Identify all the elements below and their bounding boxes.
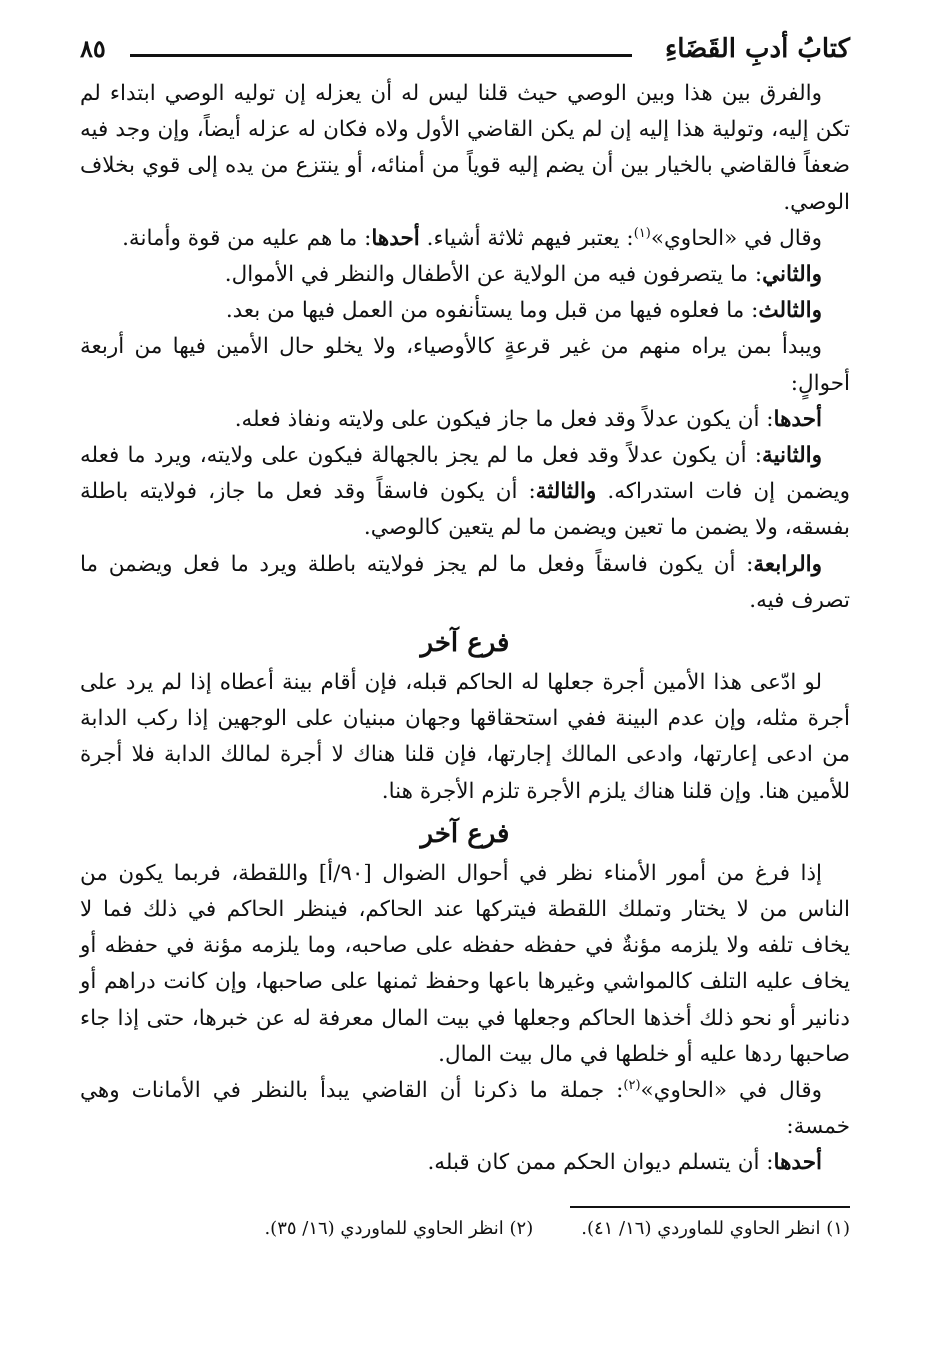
running-title: كتابُ أدبِ القَضَاءِ: [665, 34, 850, 64]
paragraph-text: والفرق بين هذا وبين الوصي حيث قلنا ليس له أن يعزله إن توليه الوصي ابتداء لم تكن إليه، وتولية هذا إليه إن لم يكن القاضي الأول ولاه فكان له عزله أيضاً، وإن وجد فيه ضعفاً فالقاضي بالخيار بين أن يضم إليه قوياً من أمنائه، أو ينتزع من يده إلى قوي بخلاف الوصي.: [80, 81, 850, 215]
paragraph-text: : أن يكون عدلاً وقد فعل ما جاز فيكون على ولايته ونفاذ فعله.: [234, 406, 774, 432]
lead-word: والثالث: [758, 298, 822, 324]
paragraph: [80, 665, 850, 810]
lead-word: والثالثة: [535, 479, 597, 505]
lead-word: أحدها: [773, 406, 822, 432]
footnote-ref: (٢): [623, 1077, 641, 1093]
paragraph-text: : ما هم عليه من قوة وأمانة.: [122, 225, 372, 251]
paragraph: [80, 221, 850, 257]
paragraph: [80, 1073, 850, 1145]
paragraph: [80, 402, 850, 438]
paragraph: [80, 76, 850, 221]
paragraph-text: : أن يتسلم ديوان الحكم ممن كان قبله.: [427, 1150, 774, 1176]
paragraph-text: : ما فعلوه فيها من قبل وما يستأنفوه من العمل فيها من بعد.: [225, 298, 759, 324]
page-number: ٨٥: [80, 34, 106, 63]
paragraph-text: لو ادّعى هذا الأمين أجرة جعلها له الحاكم قبله، فإن أقام بينة أعطاه إذا لم يرد على أجرة مثله، وإن عدم البينة ففي استحقاقها وجهان مبنيان على الوجهين إذا ركب الدابة من ادعى إعارتها، وادعى المالك إجارتها، فإن قلنا هناك لا أجرة لمالك الدابة فلا أجرة للأمين هنا. وإن قلنا هناك يلزم الأجرة تلزم الأجرة هنا.: [80, 670, 850, 804]
paragraph-text: : يعتبر فيهم ثلاثة أشياء.: [426, 225, 634, 251]
paragraph-text: ويبدأ بمن يراه منهم من غير قرعةٍ كالأوصياء، ولا يخلو حال الأمين فيها من أربعة أحوالٍ:: [80, 334, 850, 396]
paragraph: [80, 329, 850, 401]
paragraph-text: : أن يكون فاسقاً وقد فعل ما جاز، فولايته باطلة بفسقه، ولا يضمن ما تعين ويضمن ما لم يتعين كالوصي.: [80, 479, 850, 541]
paragraph-text: إذا فرغ من أمور الأمناء نظر في أحوال الضوال [٩٠/أ] واللقطة، فربما يكون من الناس من لا يختار وتملك اللقطة فيتركها عند الحاكم، فينظر الحاكم في ذلك فما لا يخاف تلفه ولا يلزمه مؤنةٌ في حفظه حفظه على صاحبه، وما يلزمه مؤنة في حفظه أو يخاف عليه التلف كالمواشي وغيرها باعها وحفظ ثمنها على صاحبها، وإن كانت دراهم أو دنانير أو نحو ذلك أخذها الحاكم وجعلها في بيت المال معرفة له عن خبرها، حتى إذا جاء صاحبها ردها عليه أو خلطها في مال بيت المال.: [80, 860, 850, 1067]
paragraph-text: : ما يتصرفون فيه من الولاية عن الأطفال والنظر في الأموال.: [224, 262, 763, 288]
paragraph: [80, 293, 850, 329]
footnote-ref: (١): [633, 225, 651, 241]
body-text: [80, 76, 850, 1182]
lead-word: أحدها: [773, 1150, 822, 1176]
paragraph-text: وقال في «الحاوي»: [640, 1078, 822, 1104]
paragraph: [80, 1145, 850, 1181]
page: [80, 28, 850, 1239]
paragraph-text: : جملة ما ذكرنا أن القاضي يبدأ بالنظر في الأمانات وهي خمسة:: [80, 1078, 850, 1140]
lead-word: والرابعة: [753, 551, 822, 577]
header-rule: [130, 54, 632, 57]
lead-word: والثاني: [762, 262, 822, 288]
paragraph: [80, 547, 850, 619]
paragraph-text: وقال في «الحاوي»: [650, 225, 822, 251]
lead-word: والثانية: [762, 443, 822, 469]
footnote-rule: [570, 1206, 850, 1208]
lead-word: أحدها: [371, 225, 420, 251]
paragraph: [80, 257, 850, 293]
paragraph-text: : أن يكون فاسقاً وفعل ما لم يجز فولايته باطلة ويرد ما فعل ويضمن ما تصرف فيه.: [80, 551, 850, 613]
page-header: [80, 28, 850, 76]
paragraph-text: : أن يكون عدلاً وقد فعل ما لم يجز بالجهالة فيكون على ولايته، ويرد ما فعله ويضمن إن فات استدراكه.: [80, 443, 850, 505]
footnotes: [80, 1218, 850, 1239]
footnote: (٢) انظر الحاوي للماوردي (١٦/ ٣٥).: [264, 1217, 534, 1239]
section-heading: فرع آخر: [420, 818, 510, 849]
paragraph: [80, 438, 850, 547]
paragraph: [80, 856, 850, 1073]
footnote: (١) انظر الحاوي للماوردي (١٦/ ٤١).: [581, 1217, 850, 1239]
section-heading: فرع آخر: [420, 628, 510, 659]
